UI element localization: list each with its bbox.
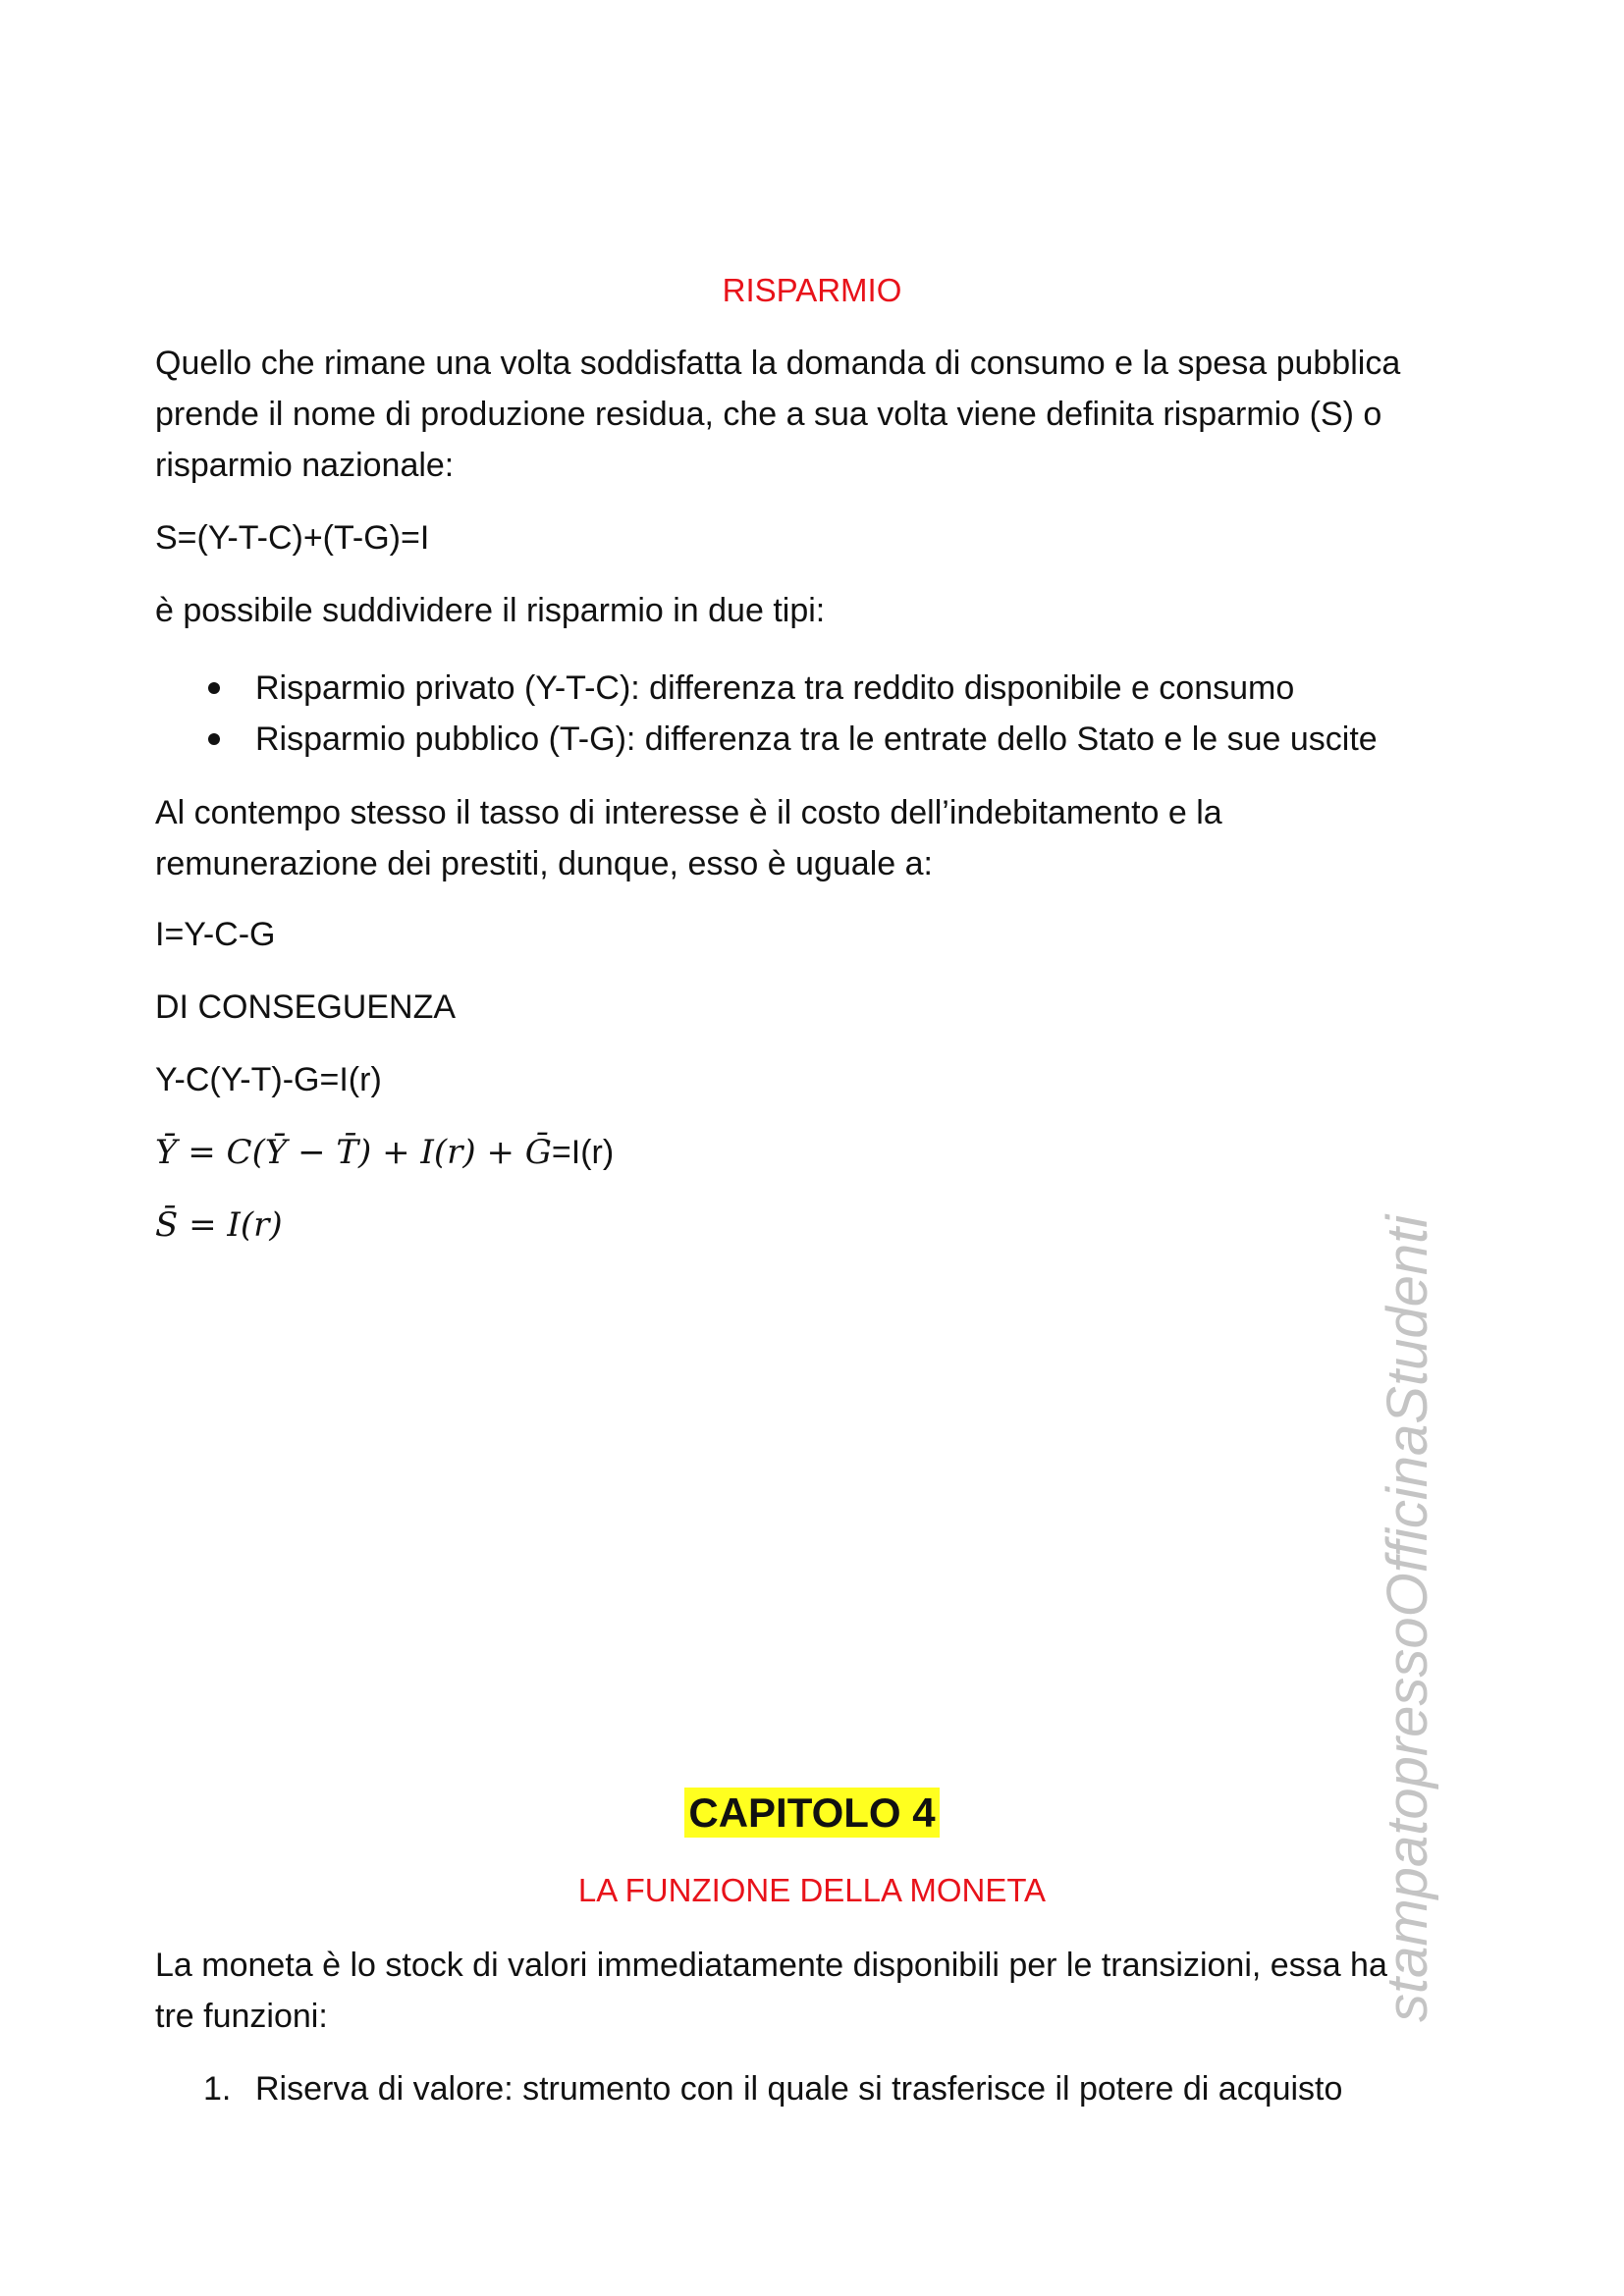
paragraph-line: è possibile suddividere il risparmio in due tipi: — [155, 592, 826, 629]
paragraph-line: remunerazione dei prestiti, dunque, esso è uguale a: — [155, 845, 933, 882]
bullet-item: Risparmio privato (Y-T-C): differenza tra reddito disponibile e consumo — [255, 669, 1295, 707]
chapter-subtitle: LA FUNZIONE DELLA MONETA — [577, 1872, 1047, 1908]
list-number: 1. — [203, 2070, 232, 2108]
chapter-label: CAPITOLO 4 — [684, 1788, 939, 1838]
watermark: stampatopressoOfficinaStudenti — [1376, 1214, 1439, 2022]
bullet-item: Risparmio pubblico (T-G): differenza tra le entrate dello Stato e le sue uscite — [255, 721, 1378, 758]
list-item: Riserva di valore: strumento con il quale si trasferisce il potere di acquisto — [255, 2070, 1343, 2108]
paragraph-line: Quello che rimane una volta soddisfatta la domanda di consumo e la spesa pubblica — [155, 345, 1401, 382]
paragraph-line: tre funzioni: — [155, 1998, 328, 2035]
consequence-label: DI CONSEGUENZA — [155, 988, 457, 1026]
paragraph-line: risparmio nazionale: — [155, 447, 455, 484]
bullet-dot — [208, 733, 220, 745]
section-title: RISPARMIO — [722, 272, 902, 308]
formula-tail: =I(r) — [551, 1134, 615, 1171]
formula-saving: S̄ = I(r) — [155, 1205, 283, 1245]
bullet-dot — [208, 682, 220, 694]
formula-equilibrium — [155, 1127, 614, 1178]
formula-math: Ȳ = C(Ȳ − T̄) + I(r) + Ḡ — [155, 1133, 552, 1172]
paragraph-line: Al contempo stesso il tasso di interesse è il costo dell’indebitamento e la — [155, 794, 1222, 831]
formula: S=(Y-T-C)+(T-G)=I — [155, 519, 430, 557]
formula: Y-C(Y-T)-G=I(r) — [155, 1061, 382, 1098]
paragraph-line: prende il nome di produzione residua, che a sua volta viene definita risparmio (S) o — [155, 396, 1382, 433]
formula: I=Y-C-G — [155, 916, 276, 953]
paragraph-line: La moneta è lo stock di valori immediatamente disponibili per le transizioni, essa ha — [155, 1947, 1387, 1984]
